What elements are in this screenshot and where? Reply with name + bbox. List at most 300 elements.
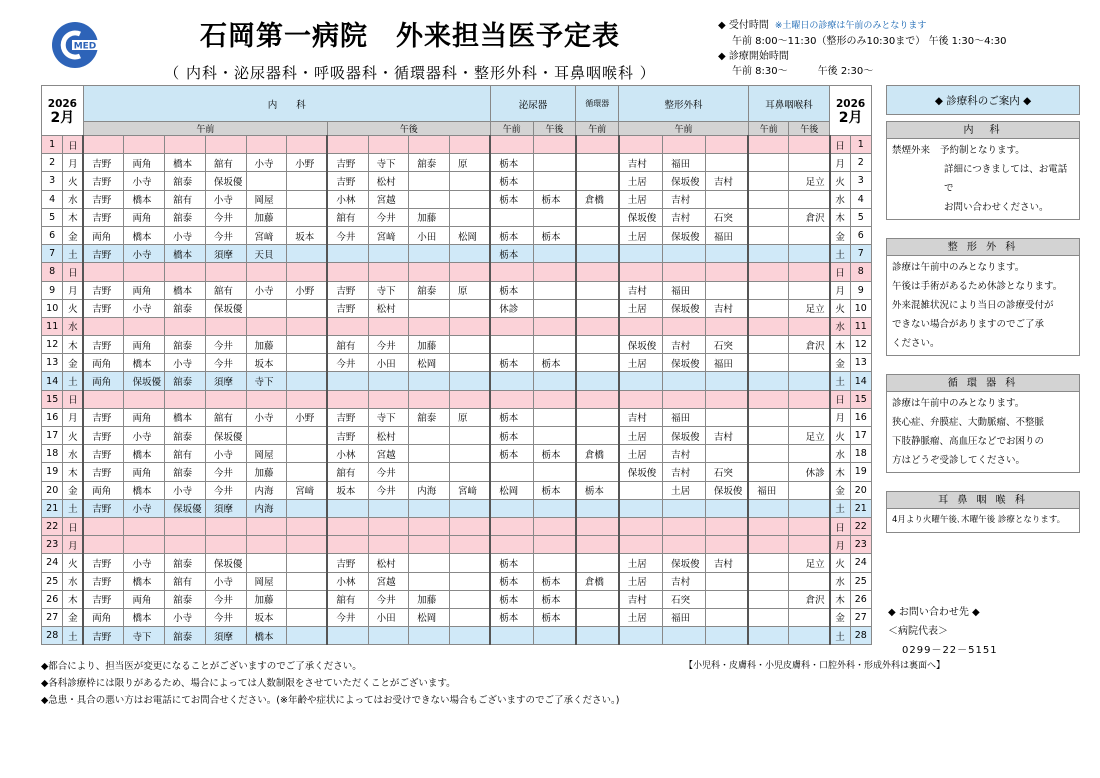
day-number-right: 25 — [850, 572, 872, 590]
doctor-cell: 今井 — [205, 590, 246, 608]
doctor-cell — [287, 336, 328, 354]
doctor-cell — [124, 390, 165, 408]
doctor-cell: 吉村 — [663, 208, 706, 226]
doctor-cell — [789, 226, 830, 244]
doctor-cell: 小野 — [287, 154, 328, 172]
doctor-cell — [490, 627, 533, 645]
doctor-cell — [124, 263, 165, 281]
doctor-cell — [287, 372, 328, 390]
day-of-week: 木 — [63, 336, 83, 354]
doctor-cell: 両角 — [124, 281, 165, 299]
doctor-cell — [705, 572, 748, 590]
doctor-cell: 福田 — [705, 226, 748, 244]
doctor-cell: 倉沢 — [789, 590, 830, 608]
doctor-cell: 舘有 — [205, 281, 246, 299]
doctor-cell: 今井 — [205, 354, 246, 372]
doctor-cell — [533, 627, 576, 645]
schedule-row — [42, 445, 872, 463]
doctor-cell: 岡屋 — [246, 445, 287, 463]
day-number: 1 — [42, 136, 63, 154]
guide-junkan-line: 狭心症、弁膜症、大動脈瘤、不整脈 — [892, 417, 1045, 428]
doctor-cell: 坂本 — [246, 354, 287, 372]
page-title: 石岡第一病院 外来担当医予定表 — [200, 21, 620, 52]
logo-text: MED — [73, 41, 97, 52]
day-of-week-right: 木 — [830, 336, 850, 354]
doctor-cell — [748, 517, 789, 535]
doctor-cell — [663, 517, 706, 535]
day-of-week-right: 月 — [830, 281, 850, 299]
schedule-row — [42, 245, 872, 263]
doctor-cell — [409, 627, 450, 645]
doctor-cell: 栃本 — [533, 481, 576, 499]
day-number: 7 — [42, 245, 63, 263]
day-number-right: 2 — [850, 154, 872, 172]
day-of-week-right: 木 — [830, 208, 850, 226]
doctor-cell — [287, 390, 328, 408]
day-of-week-right: 月 — [830, 536, 850, 554]
doctor-cell — [368, 517, 409, 535]
day-of-week: 水 — [63, 317, 83, 335]
doctor-cell — [705, 390, 748, 408]
doctor-cell: 福田 — [705, 354, 748, 372]
guide-jibi-head: 耳 鼻 咽 喉 科 — [886, 491, 1080, 509]
doctor-cell: 両角 — [83, 354, 124, 372]
schedule-row — [42, 226, 872, 244]
doctor-cell: 橋本 — [124, 572, 165, 590]
doctor-cell: 吉野 — [83, 172, 124, 190]
doctor-cell — [619, 499, 663, 517]
doctor-cell — [246, 390, 287, 408]
day-of-week: 日 — [63, 390, 83, 408]
doctor-cell: 小寺 — [124, 554, 165, 572]
day-of-week: 日 — [63, 136, 83, 154]
doctor-cell: 両角 — [124, 336, 165, 354]
dept-jibi: 耳鼻咽喉科 — [748, 86, 829, 122]
doctor-cell: 小寺 — [246, 408, 287, 426]
doctor-cell: 寺下 — [368, 281, 409, 299]
doctor-cell: 福田 — [663, 154, 706, 172]
start-label: ◆ 診療開始時間 — [718, 51, 789, 62]
guide-seikei-line: できない場合がありますのでご了承 — [892, 319, 1045, 330]
day-number-right: 4 — [850, 190, 872, 208]
doctor-cell — [246, 536, 287, 554]
doctor-cell — [663, 245, 706, 263]
doctor-cell: 今井 — [368, 463, 409, 481]
doctor-cell — [748, 299, 789, 317]
doctor-cell: 吉村 — [663, 445, 706, 463]
doctor-cell — [576, 499, 619, 517]
doctor-cell: 宮越 — [368, 445, 409, 463]
doctor-cell — [576, 390, 619, 408]
day-number-right: 11 — [850, 317, 872, 335]
doctor-cell: 倉橋 — [576, 445, 619, 463]
day-number: 8 — [42, 263, 63, 281]
footer-other-depts: 【小児科・皮膚科・小児皮膚科・口腔外科・形成外科は裏面へ】 — [683, 661, 945, 671]
doctor-cell — [490, 136, 533, 154]
doctor-cell — [748, 445, 789, 463]
day-number: 10 — [42, 299, 63, 317]
doctor-cell — [533, 336, 576, 354]
doctor-cell — [409, 499, 450, 517]
doctor-cell: 吉野 — [83, 572, 124, 590]
doctor-cell: 両角 — [124, 408, 165, 426]
day-of-week-right: 日 — [830, 136, 850, 154]
day-of-week: 水 — [63, 445, 83, 463]
doctor-cell: 両角 — [83, 608, 124, 626]
schedule-row — [42, 208, 872, 226]
doctor-cell — [789, 281, 830, 299]
day-of-week-right: 火 — [830, 172, 850, 190]
schedule-row — [42, 172, 872, 190]
doctor-cell — [533, 536, 576, 554]
doctor-cell — [368, 499, 409, 517]
doctor-cell — [449, 372, 490, 390]
doctor-cell: 吉野 — [83, 463, 124, 481]
doctor-cell: 橋本 — [124, 608, 165, 626]
doctor-cell: 岡屋 — [246, 190, 287, 208]
doctor-cell: 両角 — [124, 463, 165, 481]
doctor-cell: 倉沢 — [789, 208, 830, 226]
day-of-week: 水 — [63, 572, 83, 590]
doctor-cell — [490, 517, 533, 535]
doctor-cell — [124, 536, 165, 554]
doctor-cell: 舘有 — [327, 590, 368, 608]
doctor-cell: 小寺 — [165, 226, 206, 244]
doctor-cell: 加藤 — [246, 590, 287, 608]
doctor-cell — [789, 536, 830, 554]
doctor-cell — [287, 208, 328, 226]
doctor-cell: 松村 — [368, 554, 409, 572]
doctor-cell — [533, 463, 576, 481]
doctor-cell: 天貝 — [246, 245, 287, 263]
doctor-cell: 今井 — [327, 226, 368, 244]
doctor-cell: 倉橋 — [576, 572, 619, 590]
day-of-week: 月 — [63, 536, 83, 554]
doctor-cell — [576, 463, 619, 481]
day-of-week-right: 火 — [830, 299, 850, 317]
schedule-row — [42, 427, 872, 445]
schedule-row — [42, 354, 872, 372]
doctor-cell — [705, 590, 748, 608]
doctor-cell — [663, 263, 706, 281]
doctor-cell: 土居 — [619, 608, 663, 626]
doctor-cell — [576, 336, 619, 354]
doctor-cell — [449, 317, 490, 335]
doctor-cell: 今井 — [327, 608, 368, 626]
doctor-cell: 足立 — [789, 427, 830, 445]
day-of-week: 日 — [63, 263, 83, 281]
footer-note: ◆急患・具合の悪い方はお電話にてお問合せください。(※年齢や症状によってはお受けできない場合もございますのでご了承ください。) — [41, 695, 620, 706]
day-of-week: 土 — [63, 499, 83, 517]
doctor-cell — [533, 408, 576, 426]
doctor-cell: 今井 — [368, 590, 409, 608]
doctor-cell: 小野 — [287, 408, 328, 426]
day-number: 24 — [42, 554, 63, 572]
doctor-cell — [368, 136, 409, 154]
doctor-cell: 今井 — [205, 608, 246, 626]
doctor-cell: 栃本 — [490, 154, 533, 172]
schedule-table — [41, 85, 872, 645]
doctor-cell: 吉野 — [327, 154, 368, 172]
doctor-cell — [789, 154, 830, 172]
doctor-cell: 小寺 — [124, 245, 165, 263]
day-of-week: 月 — [63, 281, 83, 299]
doctor-cell — [409, 572, 450, 590]
doctor-cell: 須摩 — [205, 372, 246, 390]
doctor-cell — [576, 590, 619, 608]
doctor-cell: 今井 — [205, 208, 246, 226]
day-of-week: 木 — [63, 208, 83, 226]
doctor-cell: 須摩 — [205, 627, 246, 645]
doctor-cell: 土居 — [619, 354, 663, 372]
doctor-cell — [246, 427, 287, 445]
day-number-right: 3 — [850, 172, 872, 190]
schedule-row — [42, 263, 872, 281]
doctor-cell — [789, 608, 830, 626]
doctor-cell: 吉村 — [705, 172, 748, 190]
reception-label: ◆ 受付時間 — [718, 20, 769, 31]
doctor-cell — [576, 536, 619, 554]
doctor-cell: 岡屋 — [246, 572, 287, 590]
day-of-week: 火 — [63, 554, 83, 572]
doctor-cell: 栃本 — [533, 226, 576, 244]
doctor-cell: 土居 — [619, 554, 663, 572]
doctor-cell — [327, 536, 368, 554]
doctor-cell: 両角 — [83, 226, 124, 244]
doctor-cell: 橋本 — [165, 281, 206, 299]
doctor-cell — [533, 390, 576, 408]
doctor-cell: 石突 — [705, 208, 748, 226]
day-of-week: 土 — [63, 372, 83, 390]
day-of-week-right: 土 — [830, 627, 850, 645]
doctor-cell — [124, 317, 165, 335]
day-of-week: 金 — [63, 354, 83, 372]
doctor-cell: 舘泰 — [165, 336, 206, 354]
doctor-cell: 保坂優 — [205, 427, 246, 445]
doctor-cell: 保坂優 — [165, 499, 206, 517]
day-number: 11 — [42, 317, 63, 335]
doctor-cell — [490, 463, 533, 481]
schedule-row — [42, 317, 872, 335]
doctor-cell — [409, 463, 450, 481]
doctor-cell: 小田 — [368, 354, 409, 372]
doctor-cell: 土居 — [619, 445, 663, 463]
doctor-cell: 福田 — [663, 608, 706, 626]
doctor-cell: 土居 — [619, 226, 663, 244]
day-number: 26 — [42, 590, 63, 608]
day-of-week: 火 — [63, 172, 83, 190]
day-of-week-right: 日 — [830, 517, 850, 535]
doctor-cell: 舘有 — [165, 572, 206, 590]
doctor-cell — [287, 536, 328, 554]
day-number-right: 24 — [850, 554, 872, 572]
doctor-cell — [663, 372, 706, 390]
doctor-cell — [619, 317, 663, 335]
day-number: 15 — [42, 390, 63, 408]
doctor-cell — [449, 263, 490, 281]
doctor-cell: 栃本 — [576, 481, 619, 499]
guide-jibi-body: 4月より火曜午後､木曜午後 診療となります。 — [886, 509, 1080, 533]
doctor-cell — [287, 190, 328, 208]
doctor-cell: 吉野 — [83, 499, 124, 517]
doctor-cell — [327, 136, 368, 154]
doctor-cell: 土居 — [619, 427, 663, 445]
doctor-cell — [409, 390, 450, 408]
doctor-cell: 小寺 — [165, 608, 206, 626]
guide-junkan-line: 下肢静脈瘤、高血圧などでお困りの — [892, 436, 1045, 447]
doctor-cell: 加藤 — [409, 336, 450, 354]
doctor-cell: 福田 — [748, 481, 789, 499]
dept-junkan: 循環器 — [576, 86, 619, 122]
dept-naika: 内 科 — [83, 86, 490, 122]
doctor-cell — [449, 427, 490, 445]
doctor-cell — [449, 627, 490, 645]
doctor-cell — [619, 245, 663, 263]
doctor-cell: 橋本 — [124, 481, 165, 499]
day-of-week: 水 — [63, 190, 83, 208]
doctor-cell: 保坂優 — [205, 554, 246, 572]
contact-label: ＜病院代表＞ — [888, 626, 948, 637]
doctor-cell — [83, 317, 124, 335]
doctor-cell: 足立 — [789, 172, 830, 190]
doctor-cell — [449, 299, 490, 317]
day-number-right: 5 — [850, 208, 872, 226]
doctor-cell — [705, 154, 748, 172]
day-number-right: 10 — [850, 299, 872, 317]
doctor-cell: 保坂俊 — [663, 172, 706, 190]
doctor-cell — [748, 608, 789, 626]
doctor-cell — [83, 517, 124, 535]
doctor-cell: 栃本 — [533, 572, 576, 590]
doctor-cell: 保坂俊 — [663, 554, 706, 572]
doctor-cell: 休診 — [490, 299, 533, 317]
doctor-cell — [287, 299, 328, 317]
schedule-row — [42, 554, 872, 572]
doctor-cell: 土居 — [619, 190, 663, 208]
doctor-cell — [789, 263, 830, 281]
doctor-cell — [533, 281, 576, 299]
doctor-cell: 栃本 — [490, 281, 533, 299]
guide-junkan-head: 循 環 器 科 — [886, 374, 1080, 392]
day-of-week-right: 月 — [830, 408, 850, 426]
doctor-cell: 舘有 — [327, 208, 368, 226]
day-of-week-right: 火 — [830, 427, 850, 445]
doctor-cell: 坂本 — [246, 608, 287, 626]
doctor-cell — [789, 390, 830, 408]
doctor-cell: 橋本 — [124, 226, 165, 244]
day-of-week-right: 金 — [830, 608, 850, 626]
schedule-row — [42, 627, 872, 645]
doctor-cell — [576, 627, 619, 645]
doctor-cell: 宮越 — [368, 190, 409, 208]
day-of-week-right: 土 — [830, 499, 850, 517]
schedule-row — [42, 299, 872, 317]
day-number: 2 — [42, 154, 63, 172]
doctor-cell: 吉野 — [327, 408, 368, 426]
doctor-cell: 石突 — [663, 590, 706, 608]
doctor-cell — [748, 554, 789, 572]
day-number-right: 22 — [850, 517, 872, 535]
doctor-cell — [205, 390, 246, 408]
doctor-cell: 舘泰 — [165, 627, 206, 645]
doctor-cell — [748, 372, 789, 390]
doctor-cell: 松村 — [368, 427, 409, 445]
department-guide — [886, 85, 1080, 533]
doctor-cell — [789, 354, 830, 372]
doctor-cell — [533, 172, 576, 190]
doctor-cell: 今井 — [205, 481, 246, 499]
guide-seikei-body — [886, 256, 1080, 356]
doctor-cell — [576, 554, 619, 572]
doctor-cell — [124, 136, 165, 154]
doctor-cell — [533, 554, 576, 572]
doctor-cell: 小寺 — [165, 481, 206, 499]
doctor-cell — [409, 263, 450, 281]
doctor-cell: 土居 — [619, 572, 663, 590]
doctor-cell — [748, 190, 789, 208]
day-of-week-right: 土 — [830, 372, 850, 390]
doctor-cell: 保坂俊 — [705, 481, 748, 499]
doctor-cell — [748, 281, 789, 299]
doctor-cell — [409, 536, 450, 554]
doctor-cell — [789, 245, 830, 263]
contact-phone: 0299－22－5151 — [902, 645, 998, 656]
doctor-cell: 吉村 — [705, 427, 748, 445]
day-number: 12 — [42, 336, 63, 354]
doctor-cell — [748, 536, 789, 554]
doctor-cell — [490, 317, 533, 335]
doctor-cell: 吉野 — [327, 554, 368, 572]
doctor-cell — [409, 190, 450, 208]
doctor-cell: 松岡 — [409, 608, 450, 626]
doctor-cell: 栃本 — [490, 408, 533, 426]
doctor-cell: 土居 — [619, 172, 663, 190]
doctor-cell: 栃本 — [490, 554, 533, 572]
hinyo-pm: 午後 — [533, 122, 576, 136]
doctor-cell: 吉野 — [327, 427, 368, 445]
day-of-week: 金 — [63, 481, 83, 499]
doctor-cell: 足立 — [789, 299, 830, 317]
doctor-cell: 吉野 — [83, 245, 124, 263]
schedule-row — [42, 372, 872, 390]
doctor-cell: 休診 — [789, 463, 830, 481]
doctor-cell — [246, 317, 287, 335]
footer-note: ◆各科診療枠には限りがあるため、場合によっては人数制限をさせていただくことがございます。 — [41, 678, 456, 689]
doctor-cell: 今井 — [368, 208, 409, 226]
doctor-cell: 宮﨑 — [368, 226, 409, 244]
day-number-right: 23 — [850, 536, 872, 554]
doctor-cell — [409, 245, 450, 263]
day-number-right: 21 — [850, 499, 872, 517]
day-number-right: 15 — [850, 390, 872, 408]
day-of-week-right: 水 — [830, 445, 850, 463]
doctor-cell — [287, 172, 328, 190]
doctor-cell: 保坂俊 — [663, 354, 706, 372]
doctor-cell — [705, 627, 748, 645]
jibi-pm: 午後 — [789, 122, 830, 136]
doctor-cell — [619, 372, 663, 390]
doctor-cell — [449, 336, 490, 354]
day-number: 9 — [42, 281, 63, 299]
day-number: 27 — [42, 608, 63, 626]
doctor-cell: 橋本 — [124, 445, 165, 463]
doctor-cell: 保坂優 — [205, 299, 246, 317]
doctor-cell — [533, 499, 576, 517]
doctor-cell — [748, 245, 789, 263]
doctor-cell — [287, 517, 328, 535]
doctor-cell — [246, 172, 287, 190]
day-number-right: 27 — [850, 608, 872, 626]
